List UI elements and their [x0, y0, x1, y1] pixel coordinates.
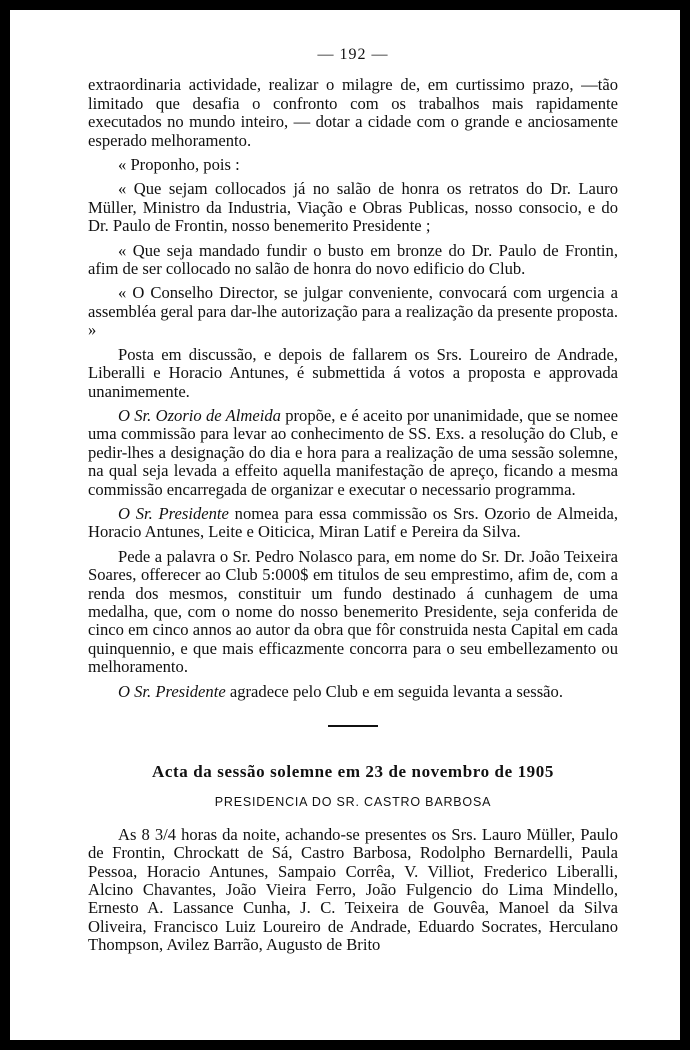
- section-heading: Acta da sessão solemne em 23 de novembro de 1905: [152, 762, 554, 781]
- paragraph-4: « Que seja mandado fundir o busto em bronze do Dr. Paulo de Frontin, afim de ser collocado no salão de honra do novo edificio do Club.: [88, 240, 618, 279]
- page-content: [88, 46, 618, 961]
- paragraph-9: Pede a palavra o Sr. Pedro Nolasco para, em nome do Sr. Dr. João Teixeira Soares, offerecer ao Club 5:000$ em titulos de seu emprestimo, afim de, com a renda dos mesmos, constituir um fundo destinado á cunhagem de uma medalha, que, com o nome do nosso benemerito Presidente, seja conferida de cinco em cinco annos ao autor da obra que fôr construida nesta Capital em cada quinquennio, e que mais efficazmente concorra para o seu embellezamento ou melhoramento.: [88, 546, 618, 677]
- paragraph-6: Posta em discussão, e depois de fallarem os Srs. Loureiro de Andrade, Liberalli e Horacio Antunes, é submettida á votos a proposta e approvada unanimemente.: [88, 344, 618, 401]
- paragraph-2: « Proponho, pois :: [118, 155, 240, 175]
- paragraph-8: [88, 505, 618, 542]
- speaker-presidente-2: O Sr. Presidente: [118, 681, 226, 701]
- page-number: — 192 —: [317, 46, 389, 63]
- paragraph-10-text: agradece pelo Club e em seguida levanta a sessão.: [225, 681, 563, 701]
- paragraph-10: [88, 683, 618, 701]
- document-page: [10, 10, 680, 1040]
- section-subheading: PRESIDENCIA DO SR. CASTRO BARBOSA: [214, 795, 492, 810]
- section-divider: [328, 725, 378, 727]
- paragraph-11: As 8 3/4 horas da noite, achando-se presentes os Srs. Lauro Müller, Paulo de Frontin, Chrockatt de Sá, Castro Barbosa, Rodolpho Bernardelli, Paula Pessoa, Horacio Antunes, Sampaio Corrêa, V. Villiot, Frederico Liberalli, Alcino Chavantes, João Vieira Ferro, João Fulgencio do Lima Mindello, Ernesto A. Lassance Cunha, J. C. Teixeira de Gouvêa, Manoel da Silva Oliveira, Francisco Luiz Loureiro de Andrade, Eduardo Socrates, Herculano Thompson, Avilez Barrão, Augusto de Brito: [88, 824, 618, 955]
- paragraph-1: extraordinaria actividade, realizar o milagre de, em curtissimo prazo, —tão limitado que desafia o confronto com os trabalhos mais rapidamente executados no mundo inteiro, — dotar a cidade com o grande e anciosamente esperado melhoramento.: [88, 75, 618, 150]
- paragraph-7: [88, 407, 618, 499]
- paragraph-3: « Que sejam collocados já no salão de honra os retratos do Dr. Lauro Müller, Ministro da Industria, Viação e Obras Publicas, nosso consocio, e do Dr. Paulo de Frontin, nosso benemerito Presidente ;: [88, 179, 618, 236]
- speaker-ozorio: O Sr. Ozorio de Almeida: [118, 405, 281, 425]
- paragraph-7-text: propõe, e é aceito por unanimidade, que se nomee uma commissão para levar ao conhecimento de SS. Exs. a resolução do Club, e pedir-lhes a designação do dia e hora para a realização de uma sessão solemne, na qual seja levada a effeito aquella manifestação de apreço, ficando a mesma commissão encarregada de organizar e executar o necessario programma.: [88, 405, 618, 499]
- paragraph-5: « O Conselho Director, se julgar conveniente, convocará com urgencia a assembléa geral para dar-lhe autorização para a realização da presente proposta. »: [88, 283, 618, 340]
- speaker-presidente: O Sr. Presidente: [118, 503, 229, 523]
- paragraph-8-text: nomea para essa commissão os Srs. Ozorio de Almeida, Horacio Antunes, Leite e Oiticica, Miran Latif e Pereira da Silva.: [88, 503, 618, 542]
